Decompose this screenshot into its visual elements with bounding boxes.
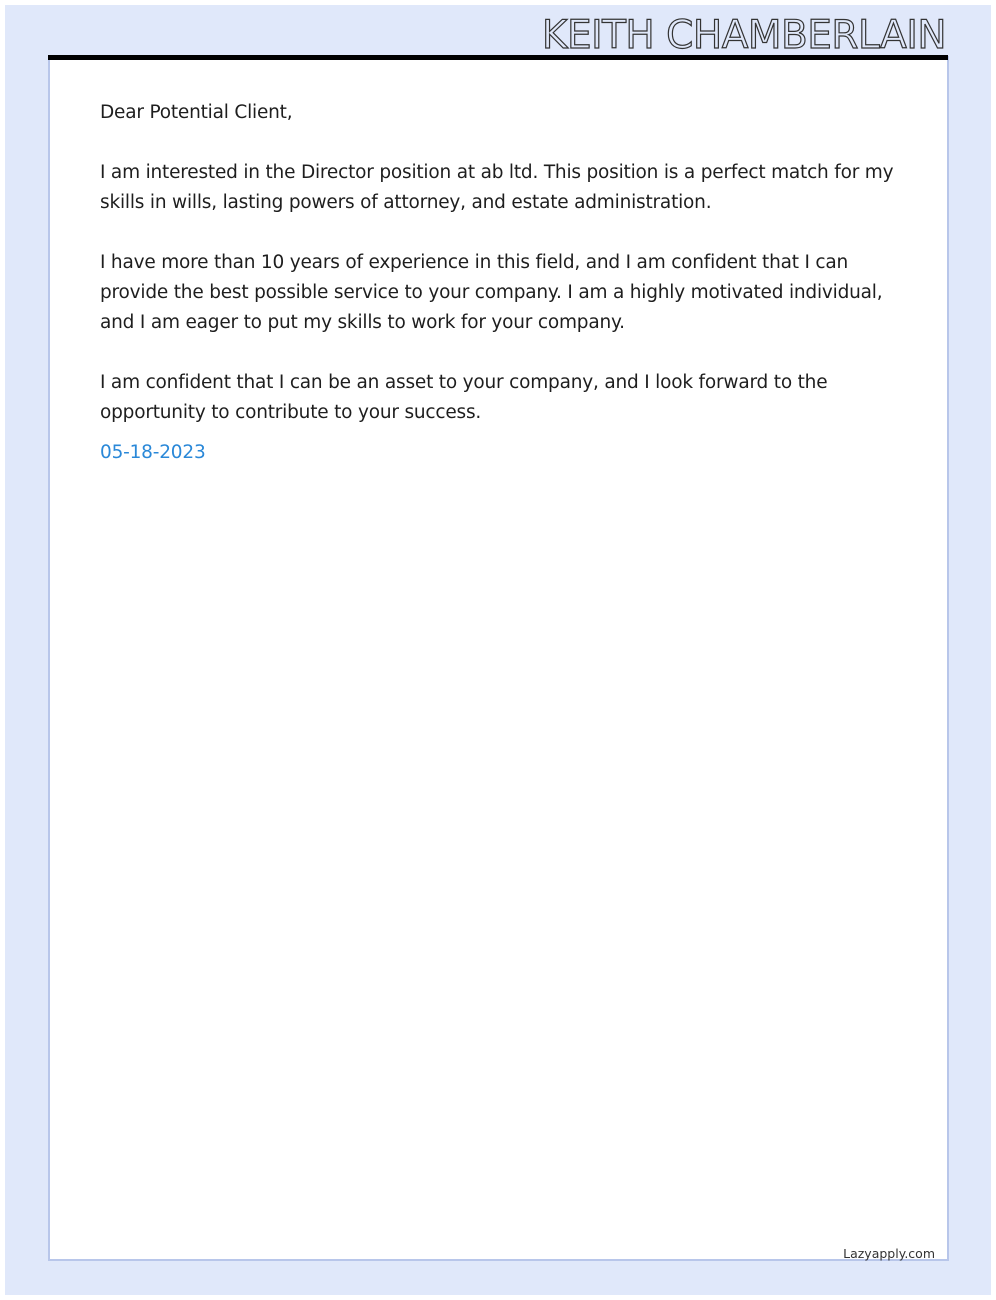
letter-date: 05-18-2023 bbox=[100, 442, 206, 463]
applicant-name: KEITH CHAMBERLAIN bbox=[541, 13, 946, 58]
letter-greeting: Dear Potential Client, bbox=[100, 102, 293, 123]
footer-brand: Lazyapply.com bbox=[843, 1246, 935, 1261]
letter-paragraph: I have more than 10 years of experience in this field, and I am confident that I can provide the best possible service to your company. I am a highly motivated individual, and I am eager to put my skills to work for your company. bbox=[100, 252, 883, 333]
letter-paragraph: I am interested in the Director position at ab ltd. This position is a perfect match for my skills in wills, lasting powers of attorney, and estate administration. bbox=[100, 162, 894, 213]
letter-paragraph: I am confident that I can be an asset to your company, and I look forward to the opportunity to contribute to your success. bbox=[100, 372, 828, 423]
letter-body bbox=[100, 98, 900, 498]
